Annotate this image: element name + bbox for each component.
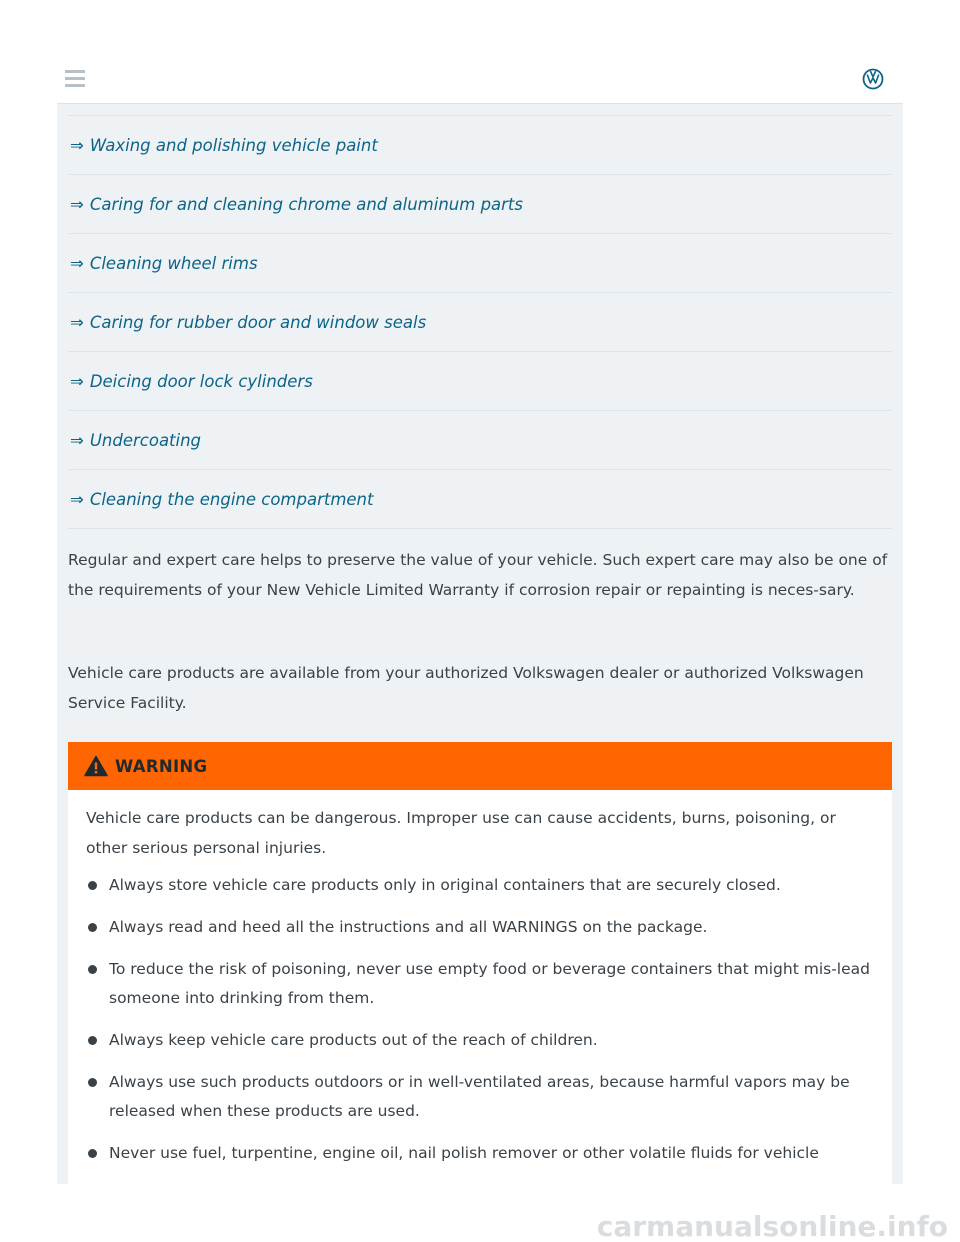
related-topics-list [68,115,892,529]
bullet-text: Never use fuel, turpentine, engine oil, nail polish remover or other volatile fluids for vehicle [109,1144,819,1162]
link-rubber-seals[interactable] [68,293,892,352]
arrow-icon: ⇒ [70,312,84,332]
warning-triangle-icon [84,755,108,777]
link-label: Waxing and polishing vehicle paint [89,135,378,155]
arrow-icon: ⇒ [70,371,84,391]
link-label: Undercoating [89,430,202,450]
bullet-dot-icon [88,923,97,932]
arrow-icon: ⇒ [70,489,84,509]
warning-header [68,742,892,790]
bullet-dot-icon [88,1149,97,1158]
link-label: Cleaning the engine compartment [89,489,374,509]
bullet-text: Always use such products outdoors or in well-ventilated areas, because harmful vapors may be released when these products are used. [109,1073,850,1120]
bullet-text: Always store vehicle care products only in original containers that are securely closed. [109,876,781,894]
link-engine-compartment[interactable] [68,470,892,529]
bullet-dot-icon [88,965,97,974]
arrow-icon: ⇒ [70,253,84,273]
list-item [86,1026,876,1055]
warning-title: WARNING [115,756,208,776]
bullet-dot-icon [88,881,97,890]
warning-box [68,742,892,1184]
warning-bullet-list [86,871,876,1168]
link-waxing-polishing[interactable] [68,115,892,175]
intro-paragraph: Regular and expert care helps to preserve the value of your vehicle. Such expert care may also be one of the requirements of your New Vehicle Limited Warranty if corrosion repair or repainting is neces-sary. [68,551,888,599]
arrow-icon: ⇒ [70,135,84,155]
bullet-dot-icon [88,1036,97,1045]
link-label: Deicing door lock cylinders [89,371,313,391]
list-item [86,1139,876,1168]
link-label: Caring for rubber door and window seals [89,312,427,332]
list-item [86,871,876,900]
link-wheel-rims[interactable] [68,234,892,293]
arrow-icon: ⇒ [70,430,84,450]
products-paragraph: Vehicle care products are available from your authorized Volkswagen dealer or authorized Volkswagen Service Facility. [68,664,864,712]
bullet-dot-icon [88,1078,97,1087]
arrow-icon: ⇒ [70,194,84,214]
warning-body [68,790,876,1168]
bullet-text: Always keep vehicle care products out of the reach of children. [109,1031,598,1049]
link-undercoating[interactable] [68,411,892,470]
link-label: Caring for and cleaning chrome and aluminum parts [89,194,524,214]
warning-intro: Vehicle care products can be dangerous. Improper use can cause accidents, burns, poisoning, or other serious personal injuries. [86,809,836,857]
top-bar [57,57,903,104]
bullet-text: Always read and heed all the instructions and all WARNINGS on the package. [109,918,708,936]
list-item [86,1068,876,1126]
content-area [57,104,903,1184]
list-item [86,913,876,942]
hamburger-menu-icon[interactable] [65,70,85,87]
watermark: carmanualsonline.info [596,1210,948,1242]
link-deicing-locks[interactable] [68,352,892,411]
vw-logo-icon[interactable] [862,68,884,90]
list-item [86,955,876,1013]
link-label: Cleaning wheel rims [89,253,258,273]
bullet-text: To reduce the risk of poisoning, never use empty food or beverage containers that might mis-lead someone into drinking from them. [109,960,870,1007]
link-chrome-aluminum[interactable] [68,175,892,234]
